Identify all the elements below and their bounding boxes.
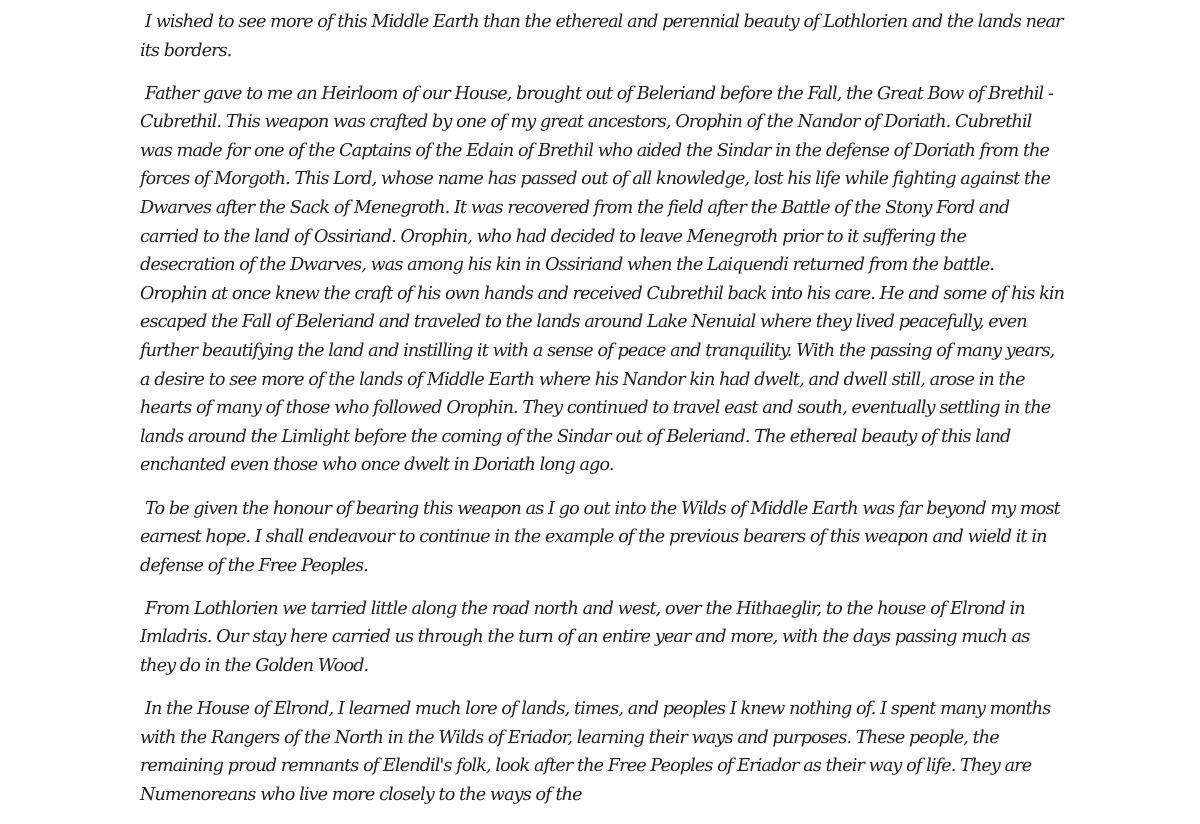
- document-body: [140, 8, 1065, 824]
- paragraph-2: Father gave to me an Heirloom of our House, brought out of Beleriand before the Fall, the Great Bow of Brethil - Cubrethil. This weapon was crafted by one of my great ancestors, Orophin of the Nandor of Doriath. Cubrethil was made for one of the Captains of the Edain of Brethil who aided the Sindar in the defense of Doriath from the forces of Morgoth. This Lord, whose name has passed out of all knowledge, lost his life while fighting against the Dwarves after the Sack of Menegroth. It was recovered from the field after the Battle of the Stony Ford and carried to the land of Ossiriand. Orophin, who had decided to leave Menegroth prior to it suffering the desecration of the Dwarves, was among his kin in Ossiriand when the Laiquendi returned from the battle. Orophin at once knew the craft of his own hands and received Cubrethil back into his care. He and some of his kin escaped the Fall of Beleriand and traveled to the lands around Lake Nenuial where they lived peacefully, even further beautifying the land and instilling it with a sense of peace and tranquility. With the passing of many years, a desire to see more of the lands of Middle Earth where his Nandor kin had dwelt, and dwell still, arose in the hearts of many of those who followed Orophin. They continued to travel east and south, eventually settling in the lands around the Limlight before the coming of the Sindar out of Beleriand. The ethereal beauty of this land enchanted even those who once dwelt in Doriath long ago.: [140, 83, 1065, 476]
- paragraph-5: In the House of Elrond, I learned much lore of lands, times, and peoples I knew nothing of. I spent many months with the Rangers of the North in the Wilds of Eriador, learning their ways and purposes. These people, the remaining proud remnants of Elendil's folk, look after the Free Peoples of Eriador as their way of life. They are Numenoreans who live more closely to the ways of the: [140, 699, 1051, 805]
- paragraph-3: To be given the honour of bearing this weapon as I go out into the Wilds of Middle Earth was far beyond my most earnest hope. I shall endeavour to continue in the example of the previous bearers of this weapon and wield it in defense of the Free Peoples.: [140, 498, 1060, 576]
- paragraph-1: I wished to see more of this Middle Earth than the ethereal and perennial beauty of Lothlorien and the lands near its borders.: [140, 12, 1063, 61]
- paragraph-4: From Lothlorien we tarried little along the road north and west, over the Hithaeglir, to the house of Elrond in Imladris. Our stay here carried us through the turn of an entire year and more, with the days passing much as they do in the Golden Wood.: [140, 598, 1030, 676]
